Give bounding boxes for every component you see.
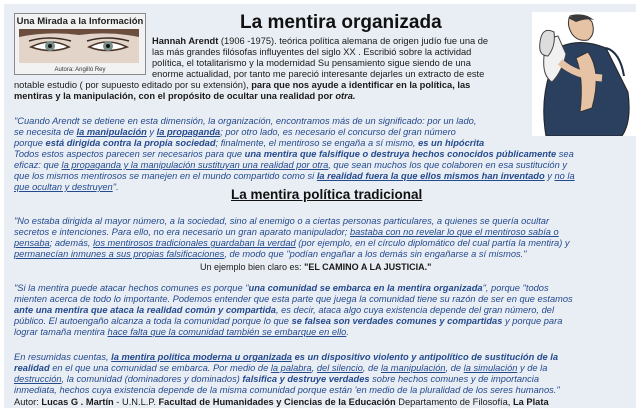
quote-emphasis: una comunidad se embarca en la mentira organizada xyxy=(248,283,483,293)
quote-emphasis: la realidad fuera la que ellos mismos han inventado xyxy=(316,171,545,181)
logo-title: Una Mirada a la Información xyxy=(16,16,144,27)
quote-line: "Cuando Arendt se detiene en esta dimensión, la organización, encontramos más de un significado: por un lado, xyxy=(14,116,477,126)
page-title: La mentira organizada xyxy=(240,12,442,33)
quote-underline: permanecían inmunes a sus propias falsificaciones xyxy=(14,249,225,259)
quote-emphasis: una mentira que falsifique o destruya hechos conocidos públicamente xyxy=(244,149,557,159)
intro-line-2: las más grandes filósofas influyentes del siglo XX . Escribió sobre la actividad xyxy=(152,47,472,57)
quote-line: se necesita de la manipulación y la propaganda; por otro lado, es necesario el concurso del gran número xyxy=(14,127,456,137)
quote-line: En resumidas cuentas, la mentira política moderna u organizada es un dispositivo violento y antipolítico de sustitución de la xyxy=(14,352,559,362)
quote-line: que ocultan y destruyen". xyxy=(14,182,119,192)
quote-line: realidad en el que una comunidad se embarca. Por medio de la palabra, del silencio, de la manipulación, de la simulación y de la xyxy=(14,363,548,373)
quote-line: inmediata, hechos cuya existencia depende de la misma comunidad porque están 'en medio de la pluralidad de los seres humanos." xyxy=(14,385,560,395)
quote-emphasis: la propaganda xyxy=(156,127,221,137)
quote-emphasis: se falsea son verdades comunes y compartidas xyxy=(291,316,503,326)
quote-line: público. El autoengaño alcanza a toda la comunidad porque lo que se falsea son verdades comunes y compartidas y porque para xyxy=(14,316,563,326)
quote-emphasis: es un dispositivo violento y antipolítico xyxy=(291,352,469,362)
intro-line-5 xyxy=(14,80,470,91)
quote-emphasis: falsifica y destruye verdades xyxy=(242,374,370,384)
footer-department: Departamento de Filosofía, xyxy=(395,397,513,407)
quote-line: que los mismos mentirosos se manejen en el mundo compartido como si la realidad fuera la que ellos mismos han inventado y no la xyxy=(14,171,575,181)
intro-line-3: política, el totalitarismo y la modernidad Su pensamiento sigue siendo de una xyxy=(152,58,471,68)
quote-emphasis: la mentira política moderna u organizada xyxy=(111,352,292,362)
example-line xyxy=(200,262,431,272)
eyes-image xyxy=(19,29,139,63)
footer-university: - U.N.L.P. xyxy=(113,397,159,407)
intro-highlight: mentiras y la manipulación, con el propósito de ocultar una realidad por xyxy=(14,91,336,101)
footer-city: La Plata xyxy=(512,397,549,407)
quote-line: secretos e intenciones. Para ello, no era necesario un gran aparato manipulador; bastaba con no revelar lo que el mentiroso sabía o xyxy=(14,227,559,237)
intro-text: (1906 -1975). teórica política alemana de origen judío fue una de xyxy=(220,36,489,46)
intro-highlight: para que nos ayude a identificar en la política, las xyxy=(251,80,471,90)
embrace-illustration xyxy=(532,12,636,136)
intro-line-4: enorme actualidad, por tanto me pareció interesante dejarles un extracto de este xyxy=(152,69,485,79)
quote-underline: bastaba con no revelar lo que el mentiroso sabía o xyxy=(349,227,559,237)
quote-emphasis: es un hipócrita xyxy=(418,138,485,148)
quote-line: Todos estos aspectos parecen ser necesarios para que una mentira que falsifique o destruya hechos conocidos públicamente sea xyxy=(14,149,574,159)
logo-banner xyxy=(14,13,146,75)
author-name: Hannah Arendt xyxy=(152,36,219,46)
quote-line: permanecían inmunes a sus propias falsificaciones, de modo que "podían engañar a los demás sin engañarse a sí mismos." xyxy=(14,249,527,259)
footer-credit xyxy=(14,397,549,408)
quote-line: porque está dirigida contra la propia sociedad; finalmente, el mentiroso se engaña a sí mismo, es un hipócrita xyxy=(14,138,485,148)
footer-faculty: Facultad de Humanidades y Ciencias de la Educación xyxy=(158,397,396,407)
quote-line: destrucción, la comunidad (dominadores y dominados) falsifica y destruye verdades sobre hechos comunes y de importancia xyxy=(14,374,540,384)
logo-author: Autora: Angilló Rey xyxy=(54,67,106,73)
footer-label: Autor: xyxy=(14,397,42,407)
quote-line: eficaz: que la propaganda y la manipulación sustituyan una realidad por otra, que sean muchos los que colaboren en esa sustitución y xyxy=(14,160,568,170)
intro-highlight-italic: otra. xyxy=(335,91,356,101)
quote-underline: la propaganda y la manipulación sustituyan una realidad por otra xyxy=(61,160,329,170)
quote-underline: pensaba xyxy=(14,238,50,248)
quote-line: lograr tamaña mentira hace falta que la comunidad también se embarque en ello. xyxy=(14,327,349,337)
quote-line: "Si la mentira puede atacar hechos comunes es porque "una comunidad se embarca en la mentira organizada", porque "todos xyxy=(14,283,549,293)
quote-line: mienten acerca de todo lo importante. Podemos entender que esta parte que juega la comunidad tiene su razón de ser en que estamos xyxy=(14,294,573,304)
quote-emphasis: está dirigida contra la propia sociedad xyxy=(45,138,216,148)
example-text: Un ejemplo bien claro es: xyxy=(200,262,305,272)
quote-line: ante una mentira que ataca la realidad común y compartida, es decir, ataca algo cuya existencia depende del gran número, del xyxy=(14,305,555,315)
quote-underline: no la xyxy=(554,171,575,181)
quote-underline: que ocultan y destruyen xyxy=(14,182,113,192)
section-subtitle: La mentira política tradicional xyxy=(231,187,423,202)
intro-line-6 xyxy=(14,91,355,102)
intro-text: notable estudio ( por supuesto editado por su extensión), xyxy=(14,80,252,90)
quote-line: pensaba; además, los mentirosos tradicionales guardaban la verdad (por ejemplo, en el círculo diplomático del cual partía la mentira) y xyxy=(14,238,570,248)
footer-author: Lucas G . Martín xyxy=(41,397,114,407)
quote-emphasis: ante una mentira que ataca la realidad común y compartida xyxy=(14,305,276,315)
quote-emphasis: de sustitución de la xyxy=(468,352,559,362)
intro-line-1 xyxy=(152,36,522,47)
quote-emphasis: la manipulación xyxy=(76,127,147,137)
quote-line: "No estaba dirigida al mayor número, a la sociedad, sino al enemigo o a ciertas personas particulares, a quienes se quería ocultar xyxy=(14,216,550,226)
quote-underline: hace falta que la comunidad también se embarque en ello xyxy=(107,327,347,337)
quote-emphasis: realidad xyxy=(14,363,50,373)
example-link[interactable]: "EL CAMINO A LA JUSTICIA." xyxy=(304,262,432,272)
article-page xyxy=(4,4,636,408)
quote-underline: los mentirosos tradicionales guardaban la verdad xyxy=(93,238,296,248)
